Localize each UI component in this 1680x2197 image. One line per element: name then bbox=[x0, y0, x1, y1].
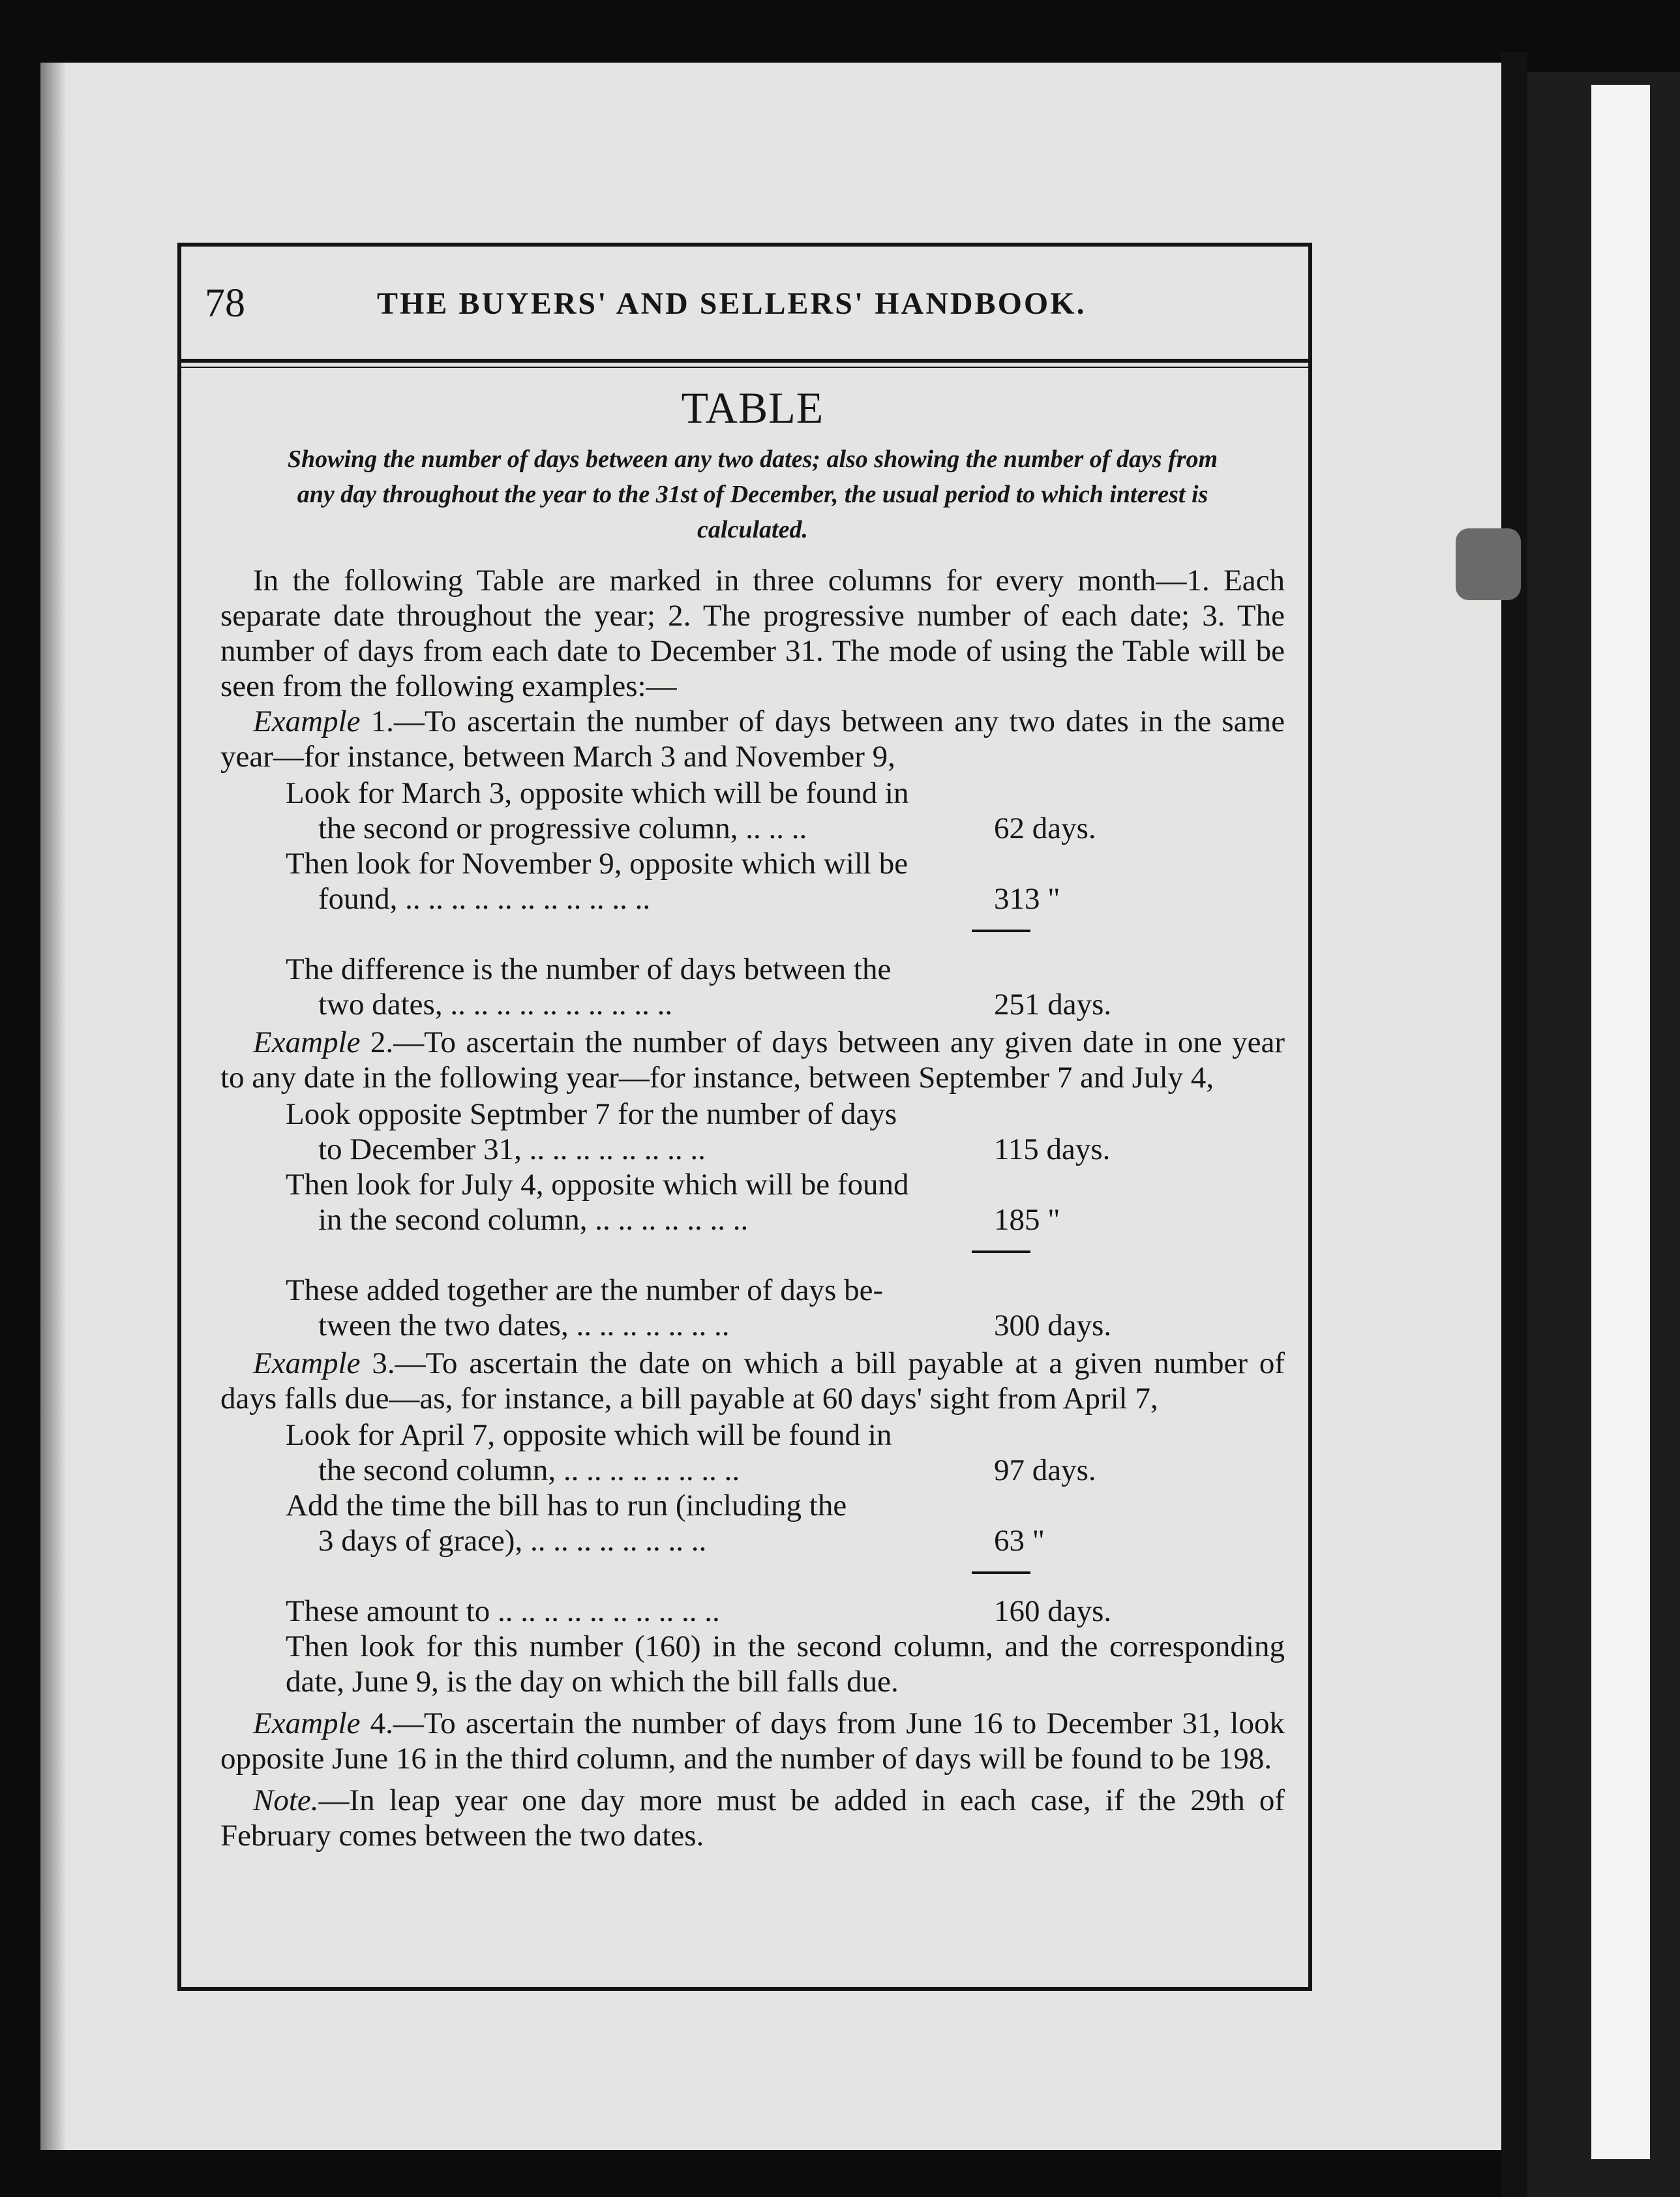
example-4-text: 4.—To ascertain the number of days from June 16 to December 31, look opposite June 16 in the third column, and the number of days will be found to be 198. bbox=[220, 1706, 1285, 1776]
calc-line: the second column, .. .. .. .. .. .. .. .. bbox=[318, 1453, 740, 1487]
calc-line: These amount to .. .. .. .. .. .. .. .. .. .. bbox=[286, 1594, 720, 1628]
page-number: 78 bbox=[205, 281, 245, 326]
note-paragraph bbox=[220, 1783, 1285, 1853]
example-3-label: Example bbox=[253, 1346, 361, 1380]
example-1-paragraph bbox=[220, 704, 1285, 774]
calc-row bbox=[220, 1594, 1285, 1629]
note-label: Note. bbox=[253, 1783, 319, 1817]
header-rule-thin bbox=[181, 367, 1308, 368]
example-4-paragraph bbox=[220, 1706, 1285, 1776]
example-2-label: Example bbox=[253, 1025, 361, 1059]
intro-paragraph: In the following Table are marked in three columns for every month—1. Each separate date throughout the year; 2. The progressive number of each date; 3. The number of days from each date to December 31. The mode of using the Table will be seen from the following examples:— bbox=[220, 564, 1285, 703]
calc-row bbox=[220, 1273, 1285, 1343]
example-3-paragraph bbox=[220, 1346, 1285, 1416]
calc-row bbox=[220, 1167, 1285, 1237]
calc-line: Then look for November 9, opposite which will be bbox=[286, 847, 908, 881]
calc-row bbox=[220, 1488, 1285, 1558]
calc-row bbox=[220, 952, 1285, 1022]
calc-line: Look for April 7, opposite which will be found in bbox=[286, 1418, 892, 1452]
calc-line: tween the two dates, .. .. .. .. .. .. .. bbox=[318, 1309, 730, 1342]
sum-rule bbox=[972, 1250, 1030, 1253]
calc-value: 185 " bbox=[994, 1203, 1060, 1237]
calc-row bbox=[220, 1417, 1285, 1488]
table-subtitle: Showing the number of days between any two dates; also showing the number of days from any day throughout the year to the 31st of December, the usual period to which interest is calculated. bbox=[287, 446, 1218, 543]
calc-line: These added together are the number of days be- bbox=[286, 1273, 884, 1307]
adjacent-page-strip bbox=[1591, 85, 1650, 2159]
calc-line: 3 days of grace), .. .. .. .. .. .. .. .. bbox=[318, 1524, 707, 1558]
calc-row bbox=[220, 1097, 1285, 1167]
printed-frame bbox=[177, 243, 1312, 1991]
calc-row bbox=[220, 846, 1285, 917]
calc-value: 62 days. bbox=[994, 811, 1096, 845]
example-3-text: 3.—To ascertain the date on which a bill payable at a given number of days falls due—as, for instance, a bill payable at 60 days' sight from April 7, bbox=[220, 1346, 1285, 1416]
calc-line: Add the time the bill has to run (including the bbox=[286, 1489, 847, 1523]
calc-value: 63 " bbox=[994, 1524, 1045, 1558]
running-title: THE BUYERS' AND SELLERS' HANDBOOK. bbox=[377, 286, 1087, 321]
sum-rule bbox=[972, 930, 1030, 932]
example-2-calculation bbox=[220, 1097, 1285, 1343]
calc-value: 251 days. bbox=[994, 988, 1112, 1022]
note-text: —In leap year one day more must be added in each case, if the 29th of February comes between the two dates. bbox=[220, 1783, 1285, 1853]
sum-rule bbox=[972, 1571, 1030, 1574]
page-header bbox=[181, 247, 1308, 364]
example-1-label: Example bbox=[253, 705, 361, 738]
example-4-label: Example bbox=[253, 1706, 361, 1740]
book-binding bbox=[1501, 52, 1527, 2197]
example-3-calculation bbox=[220, 1417, 1285, 1699]
calc-line: to December 31, .. .. .. .. .. .. .. .. bbox=[318, 1132, 706, 1166]
binding-clip bbox=[1456, 528, 1521, 600]
calc-line: the second or progressive column, .. .. .. bbox=[318, 811, 807, 845]
calc-row bbox=[220, 776, 1285, 846]
calc-line: Look for March 3, opposite which will be found in bbox=[286, 776, 909, 810]
calc-line: two dates, .. .. .. .. .. .. .. .. .. .. bbox=[318, 988, 673, 1022]
example-3-followup: Then look for this number (160) in the second column, and the corresponding date, June 9, is the day on which the bill falls due. bbox=[286, 1629, 1285, 1699]
calc-line: Look opposite Septmber 7 for the number of days bbox=[286, 1097, 897, 1131]
page-edge-shadow bbox=[40, 63, 67, 2150]
example-2-paragraph bbox=[220, 1025, 1285, 1095]
example-1-calculation bbox=[220, 776, 1285, 1022]
calc-value: 313 " bbox=[994, 882, 1060, 916]
header-rule-thick bbox=[181, 359, 1308, 363]
calc-line: found, .. .. .. .. .. .. .. .. .. .. .. bbox=[318, 882, 651, 916]
calc-line: in the second column, .. .. .. .. .. .. .. bbox=[318, 1203, 749, 1237]
calc-value: 115 days. bbox=[994, 1132, 1111, 1166]
calc-value: 300 days. bbox=[994, 1309, 1112, 1342]
calc-line: The difference is the number of days between the bbox=[286, 952, 892, 986]
example-1-text: 1.—To ascertain the number of days between any two dates in the same year—for instance, between March 3 and November 9, bbox=[220, 705, 1285, 774]
calc-value: 160 days. bbox=[994, 1594, 1112, 1628]
page-content bbox=[220, 377, 1285, 1853]
example-2-text: 2.—To ascertain the number of days between any given date in one year to any date in the following year—for instance, between September 7 and July 4, bbox=[220, 1025, 1285, 1095]
calc-value: 97 days. bbox=[994, 1453, 1096, 1487]
table-title: TABLE bbox=[681, 383, 824, 432]
calc-line: Then look for July 4, opposite which will be found bbox=[286, 1168, 909, 1202]
